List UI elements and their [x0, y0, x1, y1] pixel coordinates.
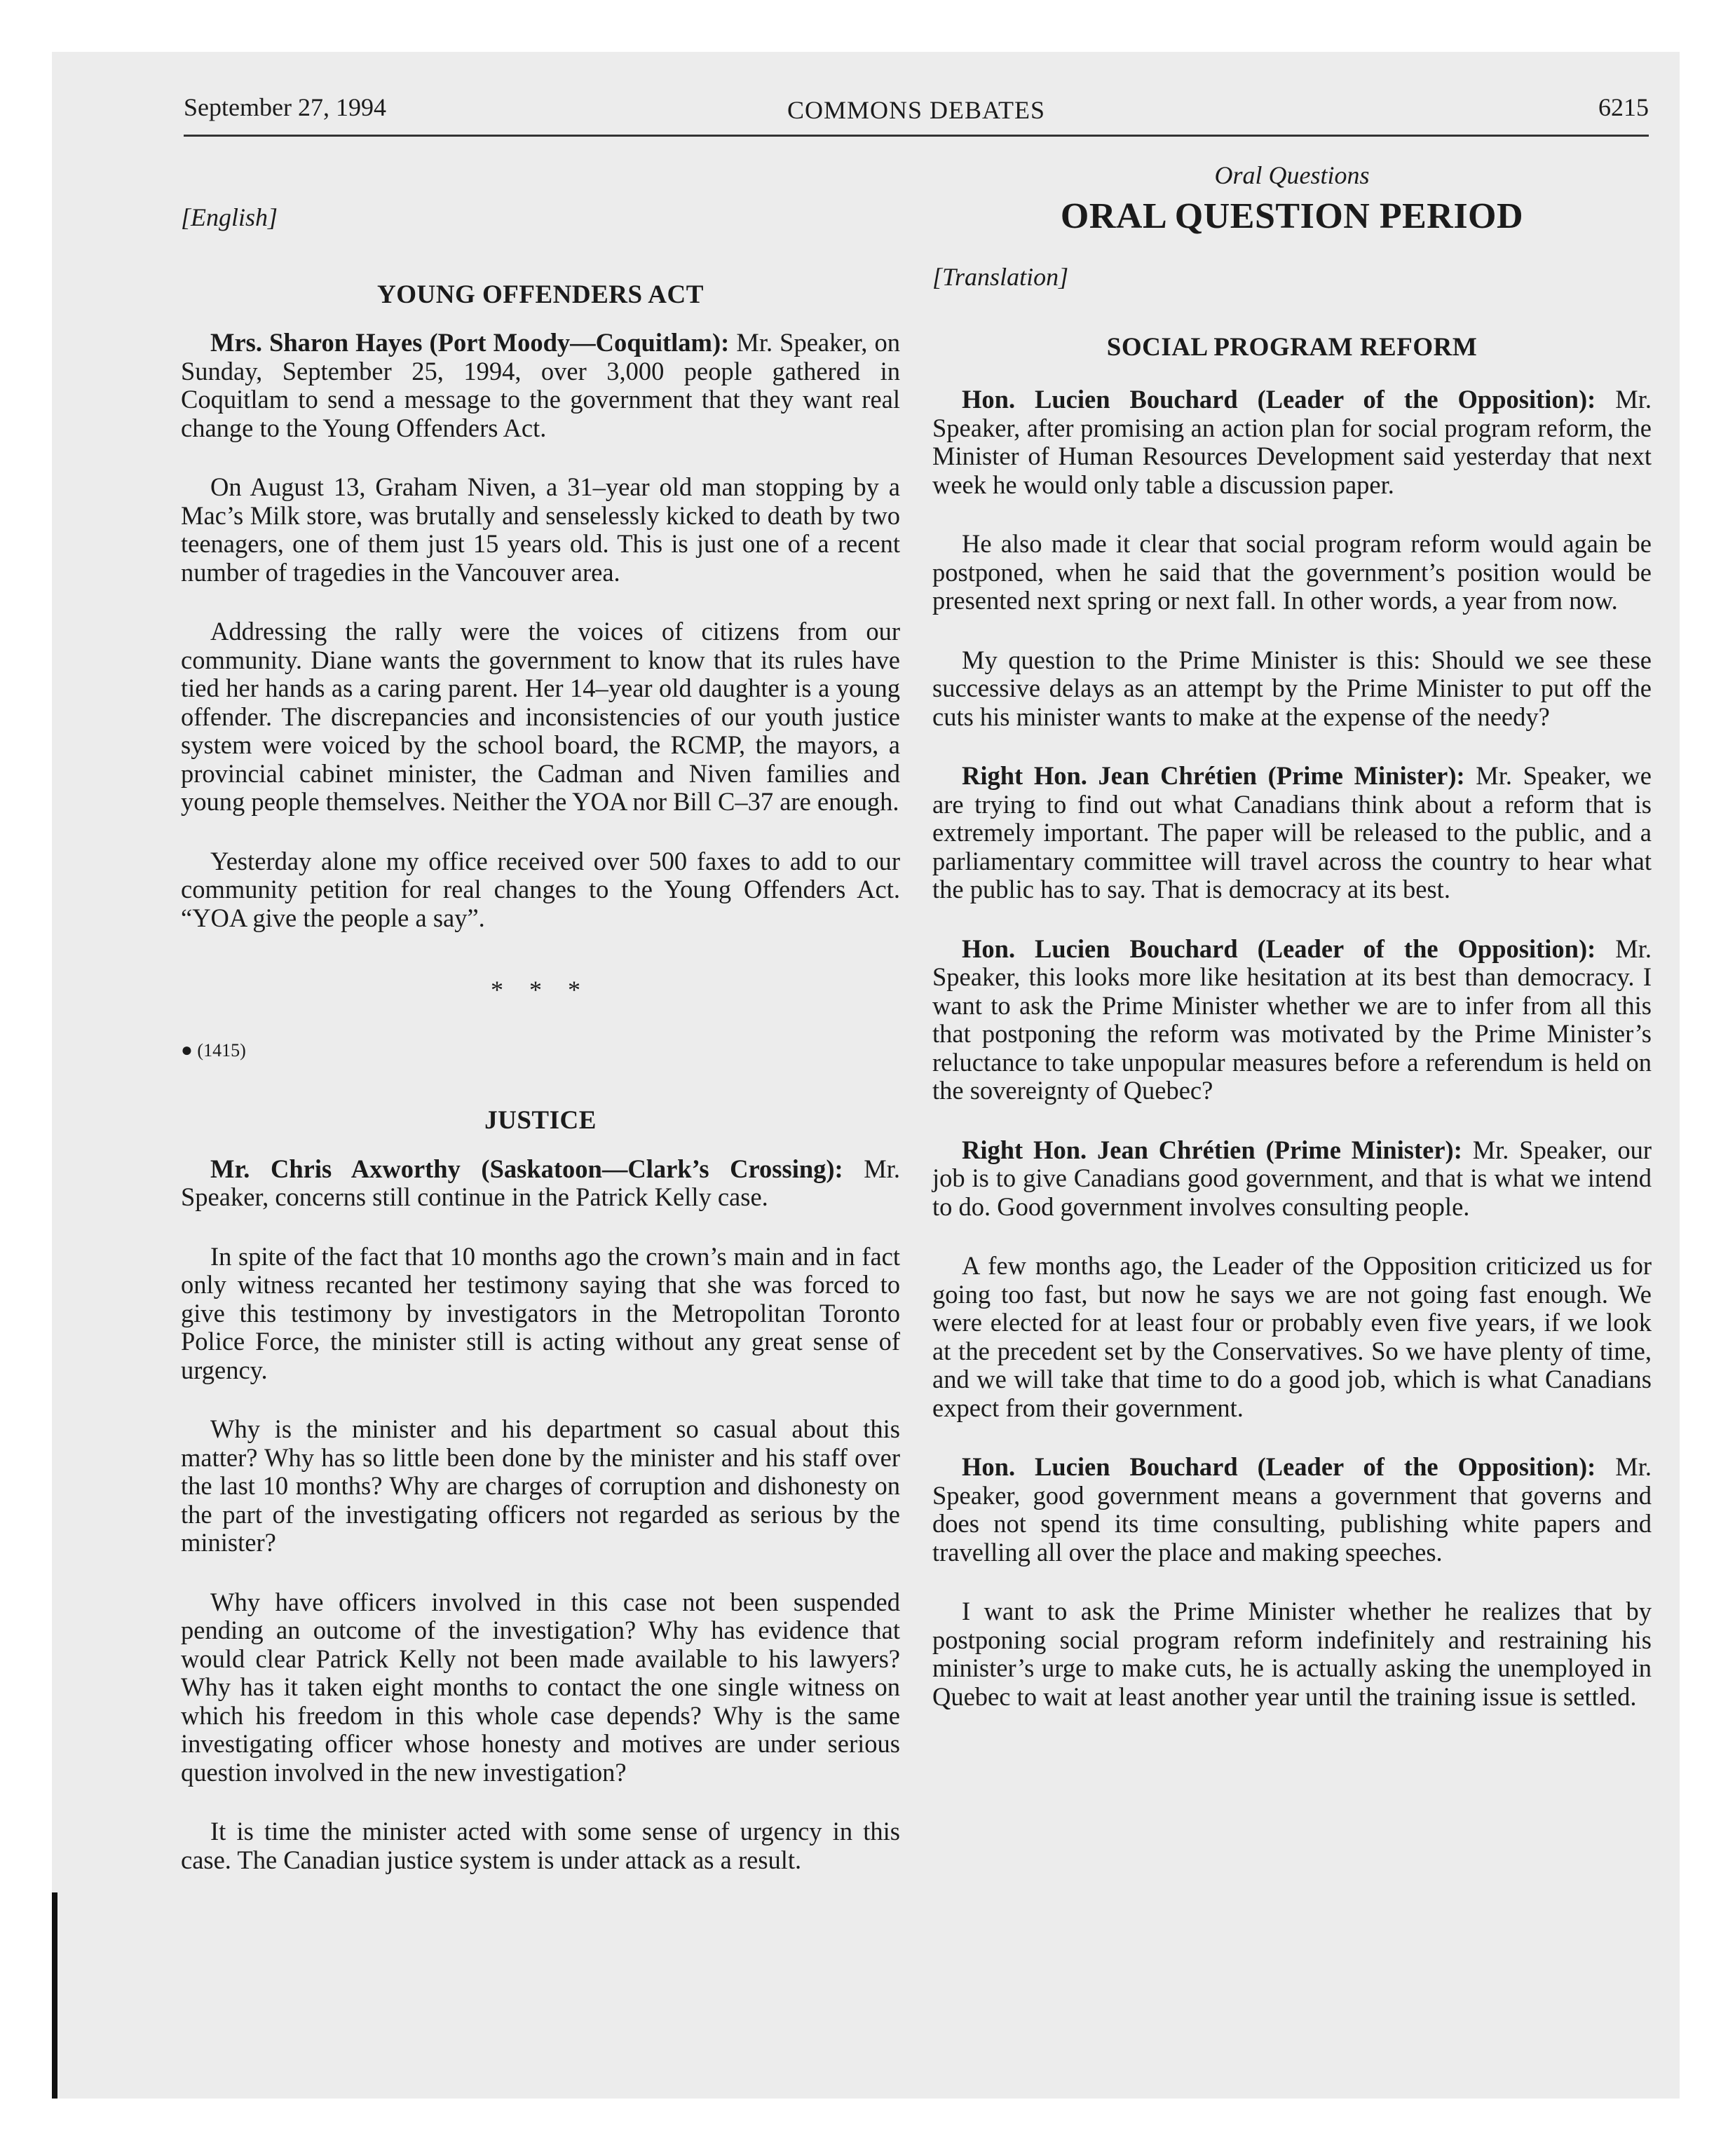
paragraph — [932, 1136, 1652, 1222]
speech-text: Mr. Speaker, on Sunday, September 25, 1994, over 3,000 people gathered in Coquitlam to send a message to the government that they want real change to the Young Offenders Act. — [181, 328, 900, 442]
paragraph: I want to ask the Prime Minister whether he realizes that by postponing social program reform indefinitely and restraining his minister’s urge to make cuts, he is actually asking the unemployed in Quebec to wait at least another year until the training issue is settled. — [932, 1597, 1652, 1711]
speaker-name: Right Hon. Jean Chrétien (Prime Minister): — [962, 1135, 1462, 1164]
paragraph: Why is the minister and his department so casual about this matter? Why has so little been done by the minister and his staff over the last 10 months? Why are charges of corruption and dishonesty on the part of the investigating officers not regarded as serious by the minister? — [181, 1414, 900, 1557]
scan-border — [52, 1892, 57, 2099]
speaker-name: Hon. Lucien Bouchard (Leader of the Opposition): — [962, 1452, 1596, 1481]
speaker-name: Hon. Lucien Bouchard (Leader of the Opposition): — [962, 385, 1596, 414]
section-label: Oral Questions — [1214, 161, 1370, 189]
language-tag-translation: [Translation] — [932, 263, 1069, 291]
speaker-name: Mrs. Sharon Hayes (Port Moody—Coquitlam): — [210, 328, 730, 357]
heading-justice: JUSTICE — [484, 1106, 597, 1135]
header-date: September 27, 1994 — [184, 93, 386, 121]
speech-text: Mr. Speaker, good government means a government that governs and does not spend its time consulting, publishing white papers and travelling all over the place and making speeches. — [932, 1452, 1652, 1567]
paragraph: Yesterday alone my office received over 500 faxes to add to our community petition for real changes to the Young Offenders Act. “YOA give the people a say”. — [181, 846, 900, 932]
paragraph — [932, 386, 1652, 499]
paragraph — [932, 935, 1652, 1105]
right-column — [932, 161, 1652, 1742]
header-publication: COMMONS DEBATES — [787, 96, 1046, 124]
paragraph: On August 13, Graham Niven, a 31–year old man stopping by a Mac’s Milk store, was brutally and senselessly kicked to death by two teenagers, one of them just 15 years old. This is just one of a recent number of tragedies in the Vancouver area. — [181, 472, 900, 587]
speaker-name: Hon. Lucien Bouchard (Leader of the Opposition): — [962, 934, 1596, 963]
heading-young-offenders-act: YOUNG OFFENDERS ACT — [377, 280, 704, 309]
section-separator: * * * — [491, 976, 590, 1004]
paragraph: My question to the Prime Minister is this: Should we see these successive delays as an attempt by the Prime Minister to put off the cuts his minister wants to make at the expense of the needy? — [932, 645, 1652, 731]
left-column — [181, 161, 900, 1905]
header-page-number: 6215 — [1598, 93, 1649, 121]
paragraph: A few months ago, the Leader of the Opposition criticized us for going too fast, but now he says we are not going fast enough. We were elected for at least four or probably even five years, if we look at the precedent set by the Conservatives. So we have plenty of time, and we will take that time to do a good job, which is what Canadians expect from their government. — [932, 1251, 1652, 1422]
running-header — [184, 86, 1649, 137]
paragraph: Addressing the rally were the voices of citizens from our community. Diane wants the government to know that its rules have tied her hands as a caring parent. Her 14–year old daughter is a young offender. The discrepancies and inconsistencies of our youth justice system were voiced by the school board, the RCMP, the mayors, a provincial cabinet minister, the Cadman and Niven families and young people themselves. Neither the YOA nor Bill C–37 are enough. — [181, 617, 900, 816]
paragraph: In spite of the fact that 10 months ago the crown’s main and in fact only witness recanted her testimony saying that she was forced to give this testimony by investigators in the Metropolitan Toronto Police Force, the minister still is acting without any great sense of urgency. — [181, 1241, 900, 1384]
paragraph: It is time the minister acted with some sense of urgency in this case. The Canadian justice system is under attack as a result. — [181, 1817, 900, 1874]
bullet-icon: ● — [181, 1039, 193, 1061]
paragraph: Why have officers involved in this case not been suspended pending an outcome of the investigation? Why has evidence that would clear Patrick Kelly not been made available to his lawyers? Why has it taken eight months to contact the one single witness on which his freedom in this whole case depends? Why is the same investigating officer whose honesty and motives are under serious question involved in the new investigation? — [181, 1587, 900, 1787]
paragraph: He also made it clear that social program reform would again be postponed, when he said that the government’s position would be presented next spring or next fall. In other words, a year from now. — [932, 529, 1652, 615]
language-tag-english: [English] — [181, 203, 278, 231]
paragraph — [932, 1453, 1652, 1567]
speech-text: Mr. Speaker, after promising an action plan for social program reform, the Minister of Human Resources Development said yesterday that next week he would only table a discussion paper. — [932, 385, 1652, 499]
paragraph — [932, 762, 1652, 904]
paragraph — [181, 329, 900, 442]
speech-text: Mr. Speaker, concerns still continue in the Patrick Kelly case. — [181, 1154, 900, 1211]
speech-text: Mr. Speaker, our job is to give Canadians good government, and that is what we intend to do. Good government involves consulting people. — [932, 1135, 1652, 1221]
speaker-name: Right Hon. Jean Chrétien (Prime Minister): — [962, 761, 1465, 790]
time-marker — [181, 1037, 900, 1065]
speech-text: Mr. Speaker, this looks more like hesitation at its best than democracy. I want to ask the Prime Minister whether we are to infer from all this that postponing the reform was motivated by the Prime Minister’s reluctance to take unpopular measures before a referendum is held on the sovereignty of Quebec? — [932, 934, 1652, 1105]
timestamp: (1415) — [197, 1039, 246, 1060]
section-title: ORAL QUESTION PERIOD — [1060, 196, 1524, 236]
heading-social-program-reform: SOCIAL PROGRAM REFORM — [1106, 332, 1478, 362]
paragraph — [181, 1155, 900, 1212]
speech-text: Mr. Speaker, we are trying to find out what Canadians think about a reform that is extremely important. The paper will be released to the public, and a parliamentary committee will travel across the country to hear what the public has to say. That is democracy at its best. — [932, 761, 1652, 903]
speaker-name: Mr. Chris Axworthy (Saskatoon—Clark’s Crossing): — [210, 1154, 843, 1183]
